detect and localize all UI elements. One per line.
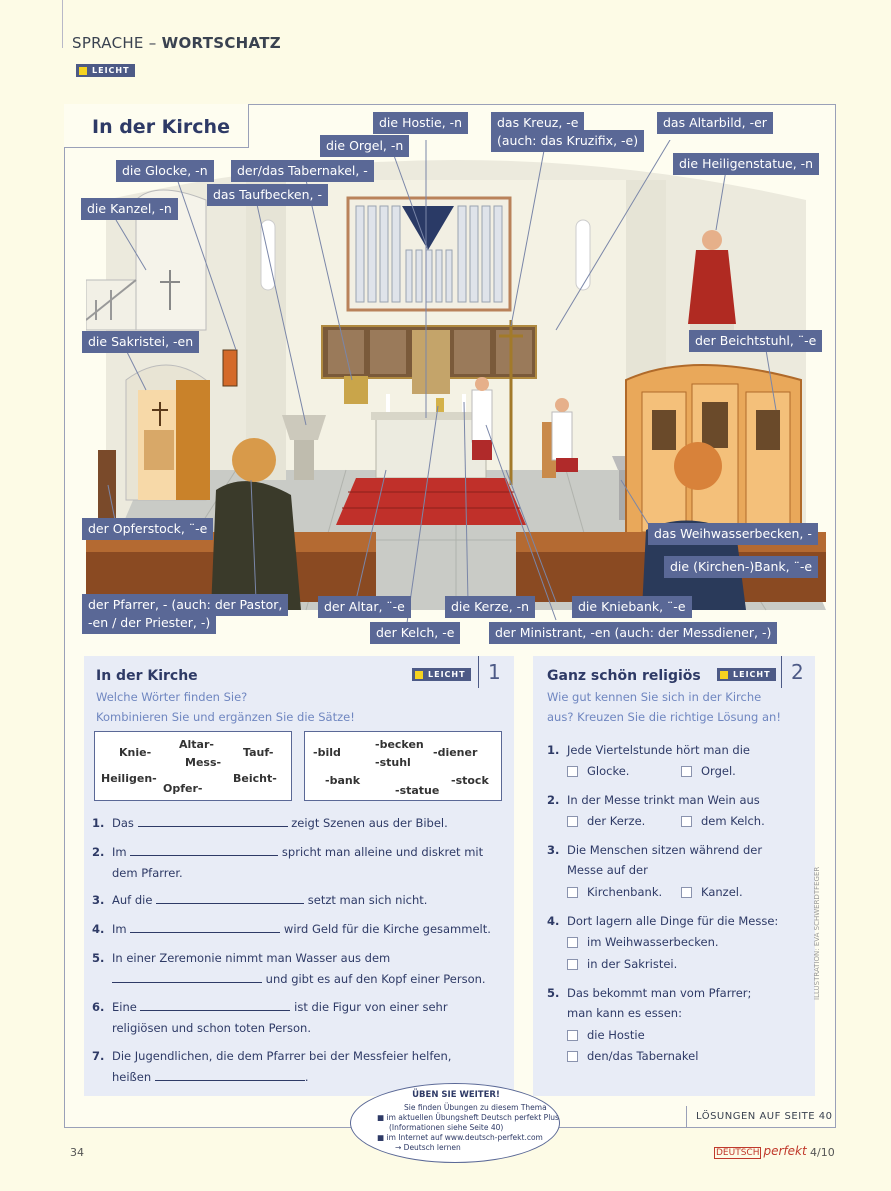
practice-oval — [350, 1083, 560, 1163]
answer-blank[interactable] — [155, 1069, 305, 1081]
exercise-2-title: Ganz schön religiös — [547, 668, 701, 684]
level-square-icon — [415, 671, 423, 679]
checkbox[interactable] — [567, 937, 578, 948]
answer-blank[interactable] — [130, 921, 280, 933]
checkbox[interactable] — [681, 766, 692, 777]
label-orgel: die Orgel, -n — [320, 135, 409, 157]
option-orgel[interactable]: Orgel. — [681, 764, 736, 778]
label-beichtstuhl: der Beichtstuhl, ¨-e — [689, 330, 822, 352]
label-kniebank: die Kniebank, ¨-e — [572, 596, 692, 618]
footer-rule — [686, 1106, 687, 1128]
practice-line: → Deutsch lernen — [395, 1143, 461, 1152]
question-1: 1. Jede Viertelstunde hört man die — [547, 743, 750, 757]
label-kerze: die Kerze, -n — [445, 596, 535, 618]
answer-blank[interactable] — [130, 844, 278, 856]
prefix-word: Beicht- — [233, 772, 277, 785]
exercise-1-number: 1 — [488, 660, 501, 684]
practice-heading: ÜBEN SIE WEITER! — [412, 1090, 500, 1100]
suffix-word: -stock — [451, 774, 489, 787]
section-heading: SPRACHE – WORTSCHATZ — [72, 34, 281, 52]
sentence-1: 1. Das zeigt Szenen aus der Bibel. — [92, 816, 448, 830]
sentence-4: 4. Im wird Geld für die Kirche gesammelt. — [92, 922, 491, 936]
label-heiligenstatue: die Heiligenstatue, -n — [673, 153, 819, 175]
suffix-word: -becken — [375, 738, 424, 751]
prefix-word-box — [94, 731, 292, 801]
label-opferstock: der Opferstock, ¨-e — [82, 518, 213, 540]
level-badge: LEICHT — [76, 64, 135, 77]
issue-number: 4/10 — [810, 1146, 835, 1159]
label-kirchenbank: die (Kirchen-)Bank, ¨-e — [664, 556, 818, 578]
checkbox[interactable] — [681, 816, 692, 827]
option-kirchenbank[interactable]: Kirchenbank. — [567, 885, 662, 899]
exercise-2-divider — [781, 656, 782, 688]
label-taufbecken: das Taufbecken, - — [207, 184, 328, 206]
exercise-1-subtitle-1: Welche Wörter finden Sie? — [96, 690, 248, 704]
page-number: 34 — [70, 1146, 84, 1159]
question-3: 3. Die Menschen sitzen während der Messe auf der — [547, 843, 763, 877]
prefix-word: Altar- — [179, 738, 214, 751]
level-square-icon — [720, 671, 728, 679]
label-weihwasserbecken: das Weihwasserbecken, - — [648, 523, 818, 545]
label-altar: der Altar, ¨-e — [318, 596, 411, 618]
sentence-3: 3. Auf die setzt man sich nicht. — [92, 893, 428, 907]
suffix-word: -bild — [313, 746, 341, 759]
exercise-2-level-badge: LEICHT — [717, 668, 776, 681]
sentence-2: 2. Im spricht man alleine und diskret mit dem Pfarrer. — [92, 845, 484, 880]
answer-blank[interactable] — [112, 971, 262, 983]
label-tabernakel: der/das Tabernakel, - — [231, 160, 374, 182]
option-kerze[interactable]: der Kerze. — [567, 814, 645, 828]
level-square-icon — [79, 67, 87, 75]
prefix-word: Knie- — [119, 746, 152, 759]
option-weihwasserbecken[interactable]: im Weihwasserbecken. — [567, 935, 719, 949]
label-pfarrer: der Pfarrer, - (auch: der Pastor, — [82, 594, 288, 616]
suffix-word: -bank — [325, 774, 361, 787]
label-ministrant: der Ministrant, -en (auch: der Messdiener, -) — [489, 622, 777, 644]
exercise-1-level-badge: LEICHT — [412, 668, 471, 681]
page-rule — [62, 0, 63, 48]
suffix-word: -stuhl — [375, 756, 411, 769]
scene-title: In der Kirche — [92, 116, 230, 138]
solutions-note: LÖSUNGEN AUF SEITE 40 — [696, 1111, 833, 1122]
illustration-credit: ILLUSTRATION: EVA SCHWERDTFEGER — [813, 866, 821, 1000]
label-pfarrer-alt: -en / der Priester, -) — [82, 612, 216, 634]
label-hostie: die Hostie, -n — [373, 112, 468, 134]
checkbox[interactable] — [567, 766, 578, 777]
prefix-word: Heiligen- — [101, 772, 157, 785]
exercise-1-panel — [84, 656, 514, 1096]
practice-link[interactable]: ■ im Internet auf www.deutsch-perfekt.com — [377, 1133, 543, 1142]
checkbox[interactable] — [681, 887, 692, 898]
sentence-6: 6. Eine ist die Figur von einer sehr religiösen und schon toten Person. — [92, 1000, 448, 1035]
exercise-2-number: 2 — [791, 660, 804, 684]
label-glocke: die Glocke, -n — [116, 160, 214, 182]
label-kreuz: das Kreuz, -e — [491, 112, 584, 134]
scene-title-box — [64, 104, 249, 148]
label-sakristei: die Sakristei, -en — [82, 331, 199, 353]
checkbox[interactable] — [567, 1051, 578, 1062]
label-kanzel: die Kanzel, -n — [81, 198, 178, 220]
suffix-word: -statue — [395, 784, 440, 797]
option-kanzel[interactable]: Kanzel. — [681, 885, 743, 899]
option-kelch[interactable]: dem Kelch. — [681, 814, 765, 828]
prefix-word: Mess- — [185, 756, 222, 769]
checkbox[interactable] — [567, 959, 578, 970]
question-2: 2. In der Messe trinkt man Wein aus — [547, 793, 760, 807]
option-hostie[interactable]: die Hostie — [567, 1028, 645, 1042]
exercise-2-panel — [533, 656, 815, 1096]
option-sakristei[interactable]: in der Sakristei. — [567, 957, 677, 971]
answer-blank[interactable] — [156, 892, 304, 904]
exercise-1-title: In der Kirche — [96, 668, 198, 684]
label-kelch: der Kelch, -e — [370, 622, 460, 644]
prefix-word: Tauf- — [243, 746, 274, 759]
checkbox[interactable] — [567, 887, 578, 898]
label-kreuz-alt: (auch: das Kruzifix, -e) — [491, 130, 644, 152]
sentence-7: 7. Die Jugendlichen, die dem Pfarrer bei der Messfeier helfen, heißen . — [92, 1049, 452, 1084]
suffix-word-box — [304, 731, 502, 801]
practice-line: ■ im aktuellen Übungsheft Deutsch perfekt Plus — [377, 1113, 559, 1122]
suffix-word: -diener — [433, 746, 478, 759]
option-glocke[interactable]: Glocke. — [567, 764, 629, 778]
exercise-1-subtitle-2: Kombinieren Sie und ergänzen Sie die Sätze! — [96, 710, 355, 724]
exercise-2-subtitle-1: Wie gut kennen Sie sich in der Kirche — [547, 690, 762, 704]
sentence-5: 5. In einer Zeremonie nimmt man Wasser aus dem und gibt es auf den Kopf einer Person. — [92, 951, 486, 986]
practice-line: (Informationen siehe Seite 40) — [389, 1123, 504, 1132]
label-altarbild: das Altarbild, -er — [657, 112, 773, 134]
answer-blank[interactable] — [140, 999, 290, 1011]
exercise-2-subtitle-2: aus? Kreuzen Sie die richtige Lösung an! — [547, 710, 781, 724]
magazine-logo: DEUTSCH perfekt — [716, 1144, 807, 1158]
option-tabernakel[interactable]: den/das Tabernakel — [567, 1049, 698, 1063]
prefix-word: Opfer- — [163, 782, 203, 795]
practice-line: Sie finden Übungen zu diesem Thema — [404, 1103, 547, 1112]
answer-blank[interactable] — [138, 815, 288, 827]
question-5: 5. Das bekommt man vom Pfarrer; man kann es essen: — [547, 986, 752, 1020]
question-4: 4. Dort lagern alle Dinge für die Messe: — [547, 914, 779, 928]
exercise-1-divider — [478, 656, 479, 688]
checkbox[interactable] — [567, 816, 578, 827]
checkbox[interactable] — [567, 1030, 578, 1041]
